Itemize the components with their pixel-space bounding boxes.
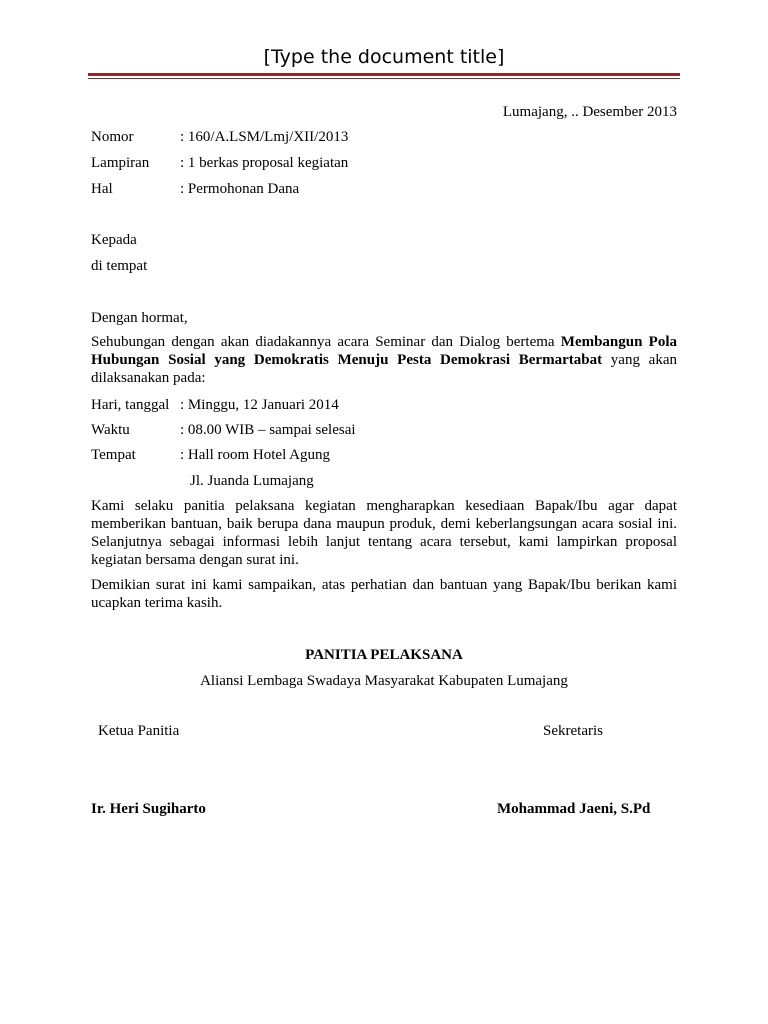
meta-value-nomor: : 160/A.LSM/Lmj/XII/2013 — [180, 129, 349, 145]
meta-value-lampiran: : 1 berkas proposal kegiatan — [180, 155, 349, 171]
recipient-line: Kepada — [91, 232, 137, 248]
signer-role-secretary: Sekretaris — [543, 723, 603, 739]
event-label-time: Waktu — [91, 422, 130, 438]
meta-label-nomor: Nomor — [91, 129, 134, 145]
intro-text: Sehubungan dengan akan diadakannya acara Seminar dan Dialog bertema — [91, 334, 561, 350]
meta-label-hal: Hal — [91, 181, 113, 197]
event-label-place: Tempat — [91, 447, 136, 463]
event-address: Jl. Juanda Lumajang — [190, 473, 314, 489]
meta-label-lampiran: Lampiran — [91, 155, 150, 171]
event-value-time: : 08.00 WIB – sampai selesai — [180, 422, 356, 438]
seminar-theme: Membangun Pola Hubungan Sosial yang Demokratis Menuju Pesta Demokrasi Bermartabat — [91, 334, 677, 368]
event-value-place: : Hall room Hotel Agung — [180, 447, 330, 463]
title-divider-thick — [88, 73, 680, 76]
letter-date: Lumajang, .. Desember 2013 — [502, 104, 677, 120]
signer-name-secretary: Mohammad Jaeni, S.Pd — [497, 801, 651, 817]
signer-name-chair: Ir. Heri Sugiharto — [91, 801, 206, 817]
event-label-date: Hari, tanggal — [91, 397, 170, 413]
recipient-place: di tempat — [91, 258, 148, 274]
intro-text-end: yang akan dilaksanakan pada: — [91, 352, 677, 386]
event-value-date: : Minggu, 12 Januari 2014 — [180, 397, 339, 413]
committee-heading: PANITIA PELAKSANA — [305, 647, 463, 663]
body-paragraph-2: Demikian surat ini kami sampaikan, atas perhatian dan bantuan yang Bapak/Ibu berikan kami ucapkan terima kasih. — [91, 577, 677, 611]
meta-value-hal: : Permohonan Dana — [180, 181, 300, 197]
salutation: Dengan hormat, — [91, 310, 188, 326]
organization-name: Aliansi Lembaga Swadaya Masyarakat Kabupaten Lumajang — [200, 673, 568, 689]
title-divider-thin — [88, 78, 680, 79]
body-paragraph-1: Kami selaku panitia pelaksana kegiatan mengharapkan kesediaan Bapak/Ibu agar dapat memberikan bantuan, baik berupa dana maupun produk, demi keberlangsungan acara sosial ini. Selanjutnya sebagai informasi lebih lanjut tentang acara tersebut, kami lampirkan proposal kegiatan bersama dengan surat ini. — [91, 498, 677, 568]
intro-paragraph — [91, 333, 677, 387]
signer-role-chair: Ketua Panitia — [98, 723, 180, 739]
document-title: [Type the document title] — [263, 46, 505, 68]
